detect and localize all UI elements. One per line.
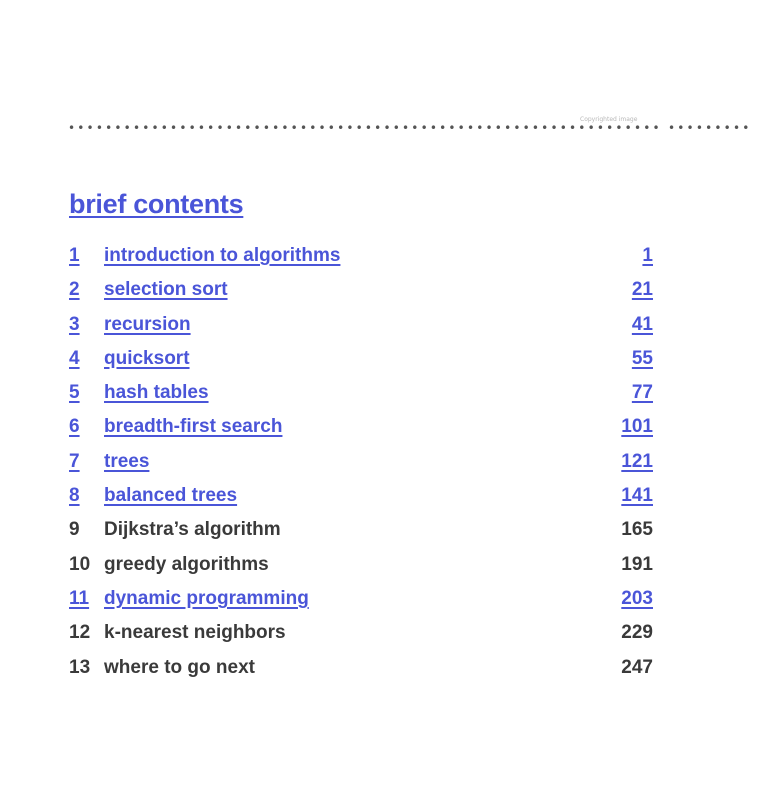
toc-entry[interactable] [69,242,653,276]
chapter-number: 8 [69,485,80,507]
chapter-number: 4 [69,347,80,369]
chapter-number: 5 [69,382,80,404]
toc-entry [69,654,653,688]
page-number[interactable]: 41 [631,313,653,335]
chapter-title[interactable]: selection sort [104,279,228,301]
chapter-number: 10 [69,553,91,575]
toc-entry[interactable] [69,311,653,345]
page-number: 229 [621,622,653,644]
chapter-title[interactable]: breadth-first search [104,416,283,438]
page-number[interactable]: 1 [642,245,653,266]
dotted-rule-left: •••••••••••••••••••••••••••••••••••••••••••••••••••••••••••••••• [68,121,662,135]
copyright-watermark: Copyrighted image [580,116,638,123]
toc-entry[interactable] [69,276,653,310]
page-number[interactable]: 21 [631,279,653,301]
chapter-title[interactable]: dynamic programming [104,587,309,609]
page-number[interactable]: 55 [631,347,653,369]
page-number[interactable]: 77 [631,382,653,404]
toc-entry [69,619,653,653]
table-of-contents [69,242,653,688]
toc-entry[interactable] [69,345,653,379]
page-number[interactable]: 203 [621,587,653,609]
page-number: 165 [621,519,653,541]
toc-entry[interactable] [69,482,653,516]
chapter-title: greedy algorithms [104,553,269,575]
toc-entry [69,516,653,550]
chapter-number: 12 [69,622,91,644]
chapter-title[interactable]: introduction to algorithms [104,245,341,266]
chapter-title[interactable]: recursion [104,313,191,335]
toc-entry[interactable] [69,585,653,619]
dotted-rule-right: ••••••••• [668,121,752,135]
chapter-number: 9 [69,519,80,541]
page-number: 191 [621,553,653,575]
chapter-number: 7 [69,450,80,472]
chapter-number: 3 [69,313,80,335]
page-number[interactable]: 141 [621,485,653,507]
page-number: 247 [621,656,653,678]
chapter-number: 13 [69,656,91,678]
chapter-title: Dijkstra’s algorithm [104,519,281,541]
chapter-title[interactable]: quicksort [104,347,190,369]
page-number[interactable]: 121 [621,450,653,472]
page-title[interactable]: brief contents [69,189,244,219]
chapter-number: 6 [69,416,80,438]
chapter-number: 1 [69,245,80,266]
toc-entry [69,551,653,585]
page-number[interactable]: 101 [621,416,653,438]
toc-entry[interactable] [69,379,653,413]
toc-entry[interactable] [69,448,653,482]
chapter-number: 2 [69,279,80,301]
chapter-title: where to go next [104,656,255,678]
chapter-title[interactable]: balanced trees [104,485,238,507]
chapter-title[interactable]: hash tables [104,382,209,404]
chapter-title[interactable]: trees [104,450,150,472]
chapter-title: k-nearest neighbors [104,622,286,644]
toc-entry[interactable] [69,413,653,447]
chapter-number: 11 [69,587,90,609]
